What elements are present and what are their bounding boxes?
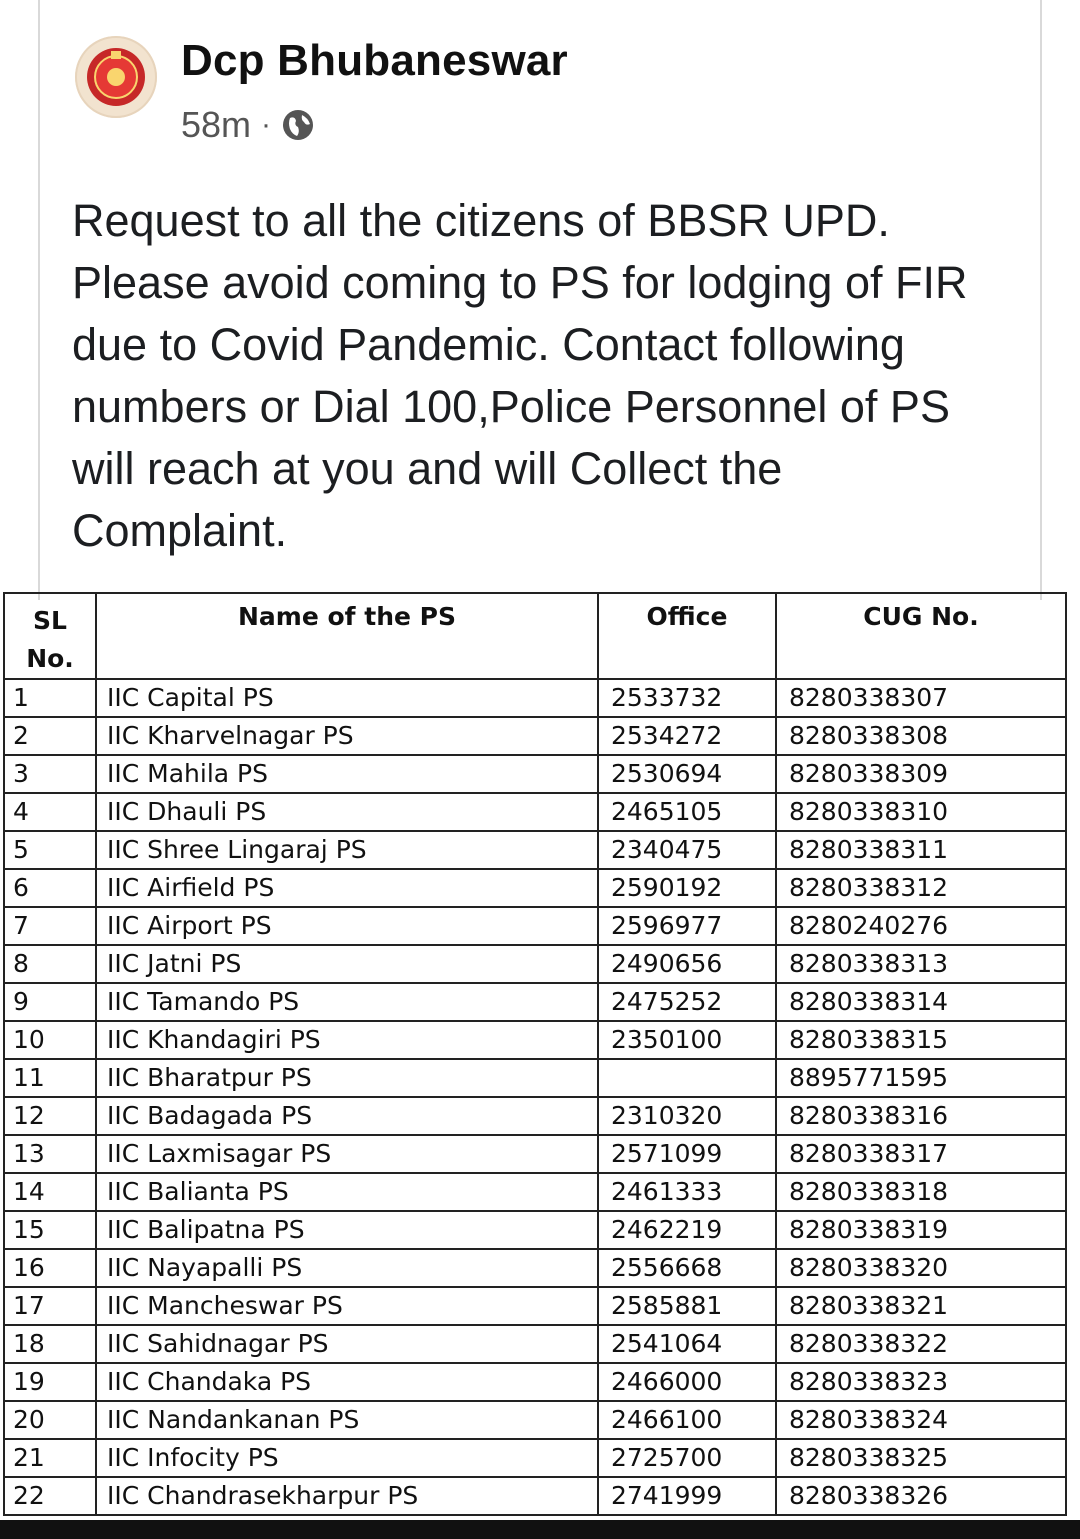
cell-sl-no: 8 [4, 945, 96, 983]
table-row [4, 1211, 1066, 1249]
table-row [4, 1401, 1066, 1439]
table-row [4, 1097, 1066, 1135]
cell-office: 2741999 [598, 1477, 776, 1515]
cell-ps-name: IIC Capital PS [96, 679, 598, 717]
cell-office: 2596977 [598, 907, 776, 945]
cell-cug-no: 8280338312 [776, 869, 1066, 907]
cell-ps-name: IIC Laxmisagar PS [96, 1135, 598, 1173]
table-row [4, 1287, 1066, 1325]
page-avatar[interactable] [75, 36, 157, 118]
cell-cug-no: 8280338308 [776, 717, 1066, 755]
cell-ps-name: IIC Mancheswar PS [96, 1287, 598, 1325]
cell-cug-no: 8280338309 [776, 755, 1066, 793]
table-row [4, 679, 1066, 717]
cell-ps-name: IIC Nandankanan PS [96, 1401, 598, 1439]
cell-sl-no: 18 [4, 1325, 96, 1363]
cell-cug-no: 8280338317 [776, 1135, 1066, 1173]
table-row [4, 831, 1066, 869]
cell-sl-no: 14 [4, 1173, 96, 1211]
cell-sl-no: 9 [4, 983, 96, 1021]
meta-separator: · [261, 108, 272, 141]
cell-sl-no: 12 [4, 1097, 96, 1135]
header-ps-name: Name of the PS [96, 593, 598, 679]
cell-office: 2466000 [598, 1363, 776, 1401]
cell-office: 2310320 [598, 1097, 776, 1135]
cell-office: 2462219 [598, 1211, 776, 1249]
cell-ps-name: IIC Dhauli PS [96, 793, 598, 831]
table-row [4, 793, 1066, 831]
table-row [4, 1059, 1066, 1097]
table-header-row [4, 593, 1066, 679]
table-row [4, 1325, 1066, 1363]
table-row [4, 1135, 1066, 1173]
cell-cug-no: 8280338316 [776, 1097, 1066, 1135]
ps-contact-table-wrap [3, 592, 1065, 1516]
cell-cug-no: 8280338325 [776, 1439, 1066, 1477]
cell-ps-name: IIC Nayapalli PS [96, 1249, 598, 1287]
cell-cug-no: 8280338310 [776, 793, 1066, 831]
cell-office: 2475252 [598, 983, 776, 1021]
cell-cug-no: 8280338320 [776, 1249, 1066, 1287]
cell-office [598, 1059, 776, 1097]
table-row [4, 907, 1066, 945]
cell-office: 2556668 [598, 1249, 776, 1287]
header-office: Office [598, 593, 776, 679]
cell-office: 2465105 [598, 793, 776, 831]
cell-office: 2541064 [598, 1325, 776, 1363]
cell-sl-no: 22 [4, 1477, 96, 1515]
cell-ps-name: IIC Shree Lingaraj PS [96, 831, 598, 869]
header-cug-no: CUG No. [776, 593, 1066, 679]
cell-office: 2585881 [598, 1287, 776, 1325]
cell-ps-name: IIC Balianta PS [96, 1173, 598, 1211]
cell-sl-no: 17 [4, 1287, 96, 1325]
table-row [4, 945, 1066, 983]
cell-cug-no: 8895771595 [776, 1059, 1066, 1097]
cell-ps-name: IIC Sahidnagar PS [96, 1325, 598, 1363]
cell-ps-name: IIC Badagada PS [96, 1097, 598, 1135]
post-time[interactable]: 58m [181, 104, 252, 145]
cell-ps-name: IIC Infocity PS [96, 1439, 598, 1477]
cell-sl-no: 10 [4, 1021, 96, 1059]
cell-ps-name: IIC Airport PS [96, 907, 598, 945]
cell-cug-no: 8280338313 [776, 945, 1066, 983]
page-name[interactable]: Dcp Bhubaneswar [181, 36, 568, 85]
cell-sl-no: 6 [4, 869, 96, 907]
cell-office: 2340475 [598, 831, 776, 869]
cell-sl-no: 21 [4, 1439, 96, 1477]
cell-ps-name: IIC Chandrasekharpur PS [96, 1477, 598, 1515]
cell-cug-no: 8280338321 [776, 1287, 1066, 1325]
table-row [4, 1439, 1066, 1477]
table-row [4, 1363, 1066, 1401]
cell-sl-no: 1 [4, 679, 96, 717]
cell-cug-no: 8280338323 [776, 1363, 1066, 1401]
cell-sl-no: 5 [4, 831, 96, 869]
cell-office: 2534272 [598, 717, 776, 755]
table-row [4, 755, 1066, 793]
cell-office: 2533732 [598, 679, 776, 717]
cell-cug-no: 8280338322 [776, 1325, 1066, 1363]
cell-cug-no: 8280338315 [776, 1021, 1066, 1059]
post-message: Request to all the citizens of BBSR UPD. Please avoid coming to PS for lodging of FIR due to Covid Pandemic. Contact following numbers or Dial 100,Police Personnel of PS will reach at you and will Collect the Complaint. [72, 195, 968, 556]
table-row [4, 869, 1066, 907]
cell-ps-name: IIC Mahila PS [96, 755, 598, 793]
bottom-bar [0, 1520, 1080, 1539]
cell-sl-no: 19 [4, 1363, 96, 1401]
cell-office: 2461333 [598, 1173, 776, 1211]
cell-sl-no: 3 [4, 755, 96, 793]
cell-ps-name: IIC Balipatna PS [96, 1211, 598, 1249]
table-row [4, 983, 1066, 1021]
cell-cug-no: 8280338318 [776, 1173, 1066, 1211]
cell-ps-name: IIC Chandaka PS [96, 1363, 598, 1401]
table-row [4, 1477, 1066, 1515]
post-meta [181, 104, 315, 146]
cell-sl-no: 15 [4, 1211, 96, 1249]
police-emblem-icon [85, 46, 147, 108]
table-row [4, 1021, 1066, 1059]
cell-sl-no: 11 [4, 1059, 96, 1097]
globe-icon [281, 108, 315, 142]
cell-cug-no: 8280240276 [776, 907, 1066, 945]
cell-office: 2571099 [598, 1135, 776, 1173]
table-row [4, 1173, 1066, 1211]
cell-cug-no: 8280338324 [776, 1401, 1066, 1439]
cell-sl-no: 16 [4, 1249, 96, 1287]
cell-office: 2590192 [598, 869, 776, 907]
cell-ps-name: IIC Kharvelnagar PS [96, 717, 598, 755]
cell-office: 2490656 [598, 945, 776, 983]
cell-sl-no: 4 [4, 793, 96, 831]
cell-ps-name: IIC Jatni PS [96, 945, 598, 983]
cell-cug-no: 8280338314 [776, 983, 1066, 1021]
cell-sl-no: 2 [4, 717, 96, 755]
cell-office: 2350100 [598, 1021, 776, 1059]
cell-ps-name: IIC Bharatpur PS [96, 1059, 598, 1097]
cell-ps-name: IIC Airfield PS [96, 869, 598, 907]
cell-cug-no: 8280338307 [776, 679, 1066, 717]
cell-office: 2530694 [598, 755, 776, 793]
cell-ps-name: IIC Khandagiri PS [96, 1021, 598, 1059]
cell-office: 2466100 [598, 1401, 776, 1439]
table-row [4, 717, 1066, 755]
header-sl-no: SL No. [4, 593, 96, 679]
ps-contact-table [3, 592, 1067, 1516]
table-body [4, 679, 1066, 1515]
cell-ps-name: IIC Tamando PS [96, 983, 598, 1021]
cell-cug-no: 8280338326 [776, 1477, 1066, 1515]
cell-cug-no: 8280338311 [776, 831, 1066, 869]
table-row [4, 1249, 1066, 1287]
cell-office: 2725700 [598, 1439, 776, 1477]
cell-sl-no: 13 [4, 1135, 96, 1173]
cell-sl-no: 20 [4, 1401, 96, 1439]
cell-cug-no: 8280338319 [776, 1211, 1066, 1249]
cell-sl-no: 7 [4, 907, 96, 945]
